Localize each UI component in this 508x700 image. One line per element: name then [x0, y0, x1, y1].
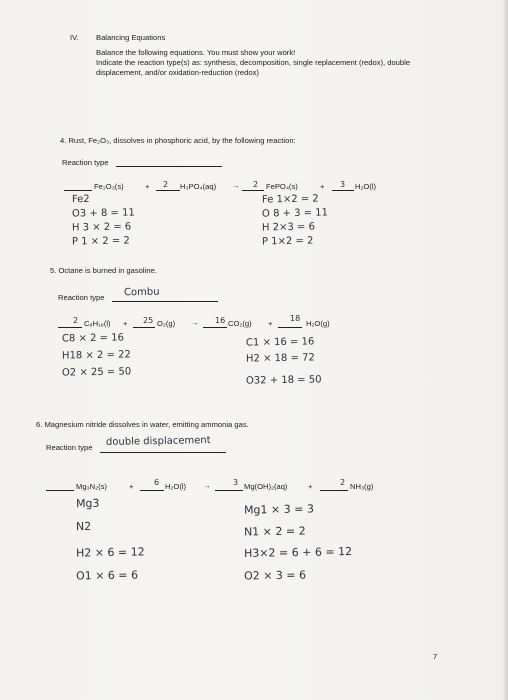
page-edge-shadow [502, 0, 508, 700]
q4-coef-blank-2 [156, 190, 180, 191]
q6-reaction-type-label: Reaction type [46, 443, 93, 452]
page-number: 7 [433, 652, 438, 661]
q6-coef-blank-4 [320, 490, 348, 491]
q6-work-left-0: Mg3 [75, 496, 100, 511]
q5-coef-2: 25 [143, 316, 154, 325]
q4-coef-blank-1 [64, 190, 92, 191]
q6-prompt: 6. Magnesium nitride dissolves in water, emitting ammonia gas. [36, 420, 249, 429]
q4-term-1: Fe₂O₃(s) [94, 182, 124, 191]
q5-coef-blank-3 [203, 327, 227, 328]
q4-prompt: 4. Rust, Fe₂O₃, dissolves in phosphoric acid, by the following reaction: [60, 136, 296, 145]
q5-coef-4: 18 [290, 314, 301, 323]
q5-arrow: → [191, 318, 199, 327]
q6-reaction-type-answer: double displacement [105, 435, 211, 448]
q5-reaction-type-answer: Combu [123, 286, 160, 299]
q5-work-left-2: O2 × 25 = 50 [61, 366, 132, 379]
q6-plus-2: + [308, 482, 313, 491]
q5-term-4: H₂O(g) [306, 319, 330, 328]
q4-term-4: H₂O(l) [355, 182, 377, 191]
instructions-line-1: Balance the following equations. You must show your work! [96, 48, 296, 57]
q5-term-2: O₂(g) [157, 319, 176, 328]
q6-term-4: NH₃(g) [350, 482, 374, 491]
q5-coef-blank-4 [278, 327, 302, 328]
q4-term-2: H₃PO₄(aq) [180, 182, 217, 191]
q5-coef-blank-2 [133, 327, 155, 328]
q6-work-right-0: Mg1 × 3 = 3 [243, 502, 314, 517]
q6-arrow: → [203, 481, 211, 490]
q4-reaction-type-label: Reaction type [62, 158, 109, 167]
q4-plus-2: + [320, 182, 325, 191]
q4-coef-blank-4 [332, 190, 354, 191]
q4-work-left-2: H 3 × 2 = 6 [71, 221, 132, 234]
q4-term-3: FePO₄(s) [266, 182, 298, 191]
q4-coef-blank-3 [242, 190, 264, 191]
q6-coef-3: 3 [233, 478, 239, 487]
q4-coef-4: 3 [340, 180, 346, 189]
q4-plus-1: + [145, 182, 150, 191]
q4-work-left-3: P 1 × 2 = 2 [71, 235, 130, 248]
q5-coef-1: 2 [73, 316, 79, 325]
instructions-line-3: displacement, and/or oxidation-reduction (redox) [96, 68, 259, 77]
q5-work-left-1: H18 × 2 = 22 [61, 349, 131, 362]
q5-work-right-0: C1 × 16 = 16 [245, 336, 315, 349]
q6-coef-2: 6 [154, 478, 160, 487]
q6-term-3: Mg(OH)₂(aq) [244, 482, 288, 491]
q4-work-right-0: Fe 1×2 = 2 [261, 193, 319, 206]
section-title: Balancing Equations [96, 33, 166, 42]
q6-work-left-3: O1 × 6 = 6 [75, 568, 139, 583]
q5-term-3: CO₂(g) [228, 319, 252, 328]
q4-reaction-type-blank [116, 166, 222, 167]
q5-prompt: 5. Octane is burned in gasoline. [50, 266, 157, 275]
q6-coef-blank-3 [215, 490, 243, 491]
q6-work-left-1: N2 [75, 519, 92, 534]
q5-plus-1: + [123, 319, 128, 328]
q4-work-right-1: O 8 + 3 = 11 [261, 207, 329, 220]
q5-work-right-1: H2 × 18 = 72 [245, 352, 315, 365]
q6-term-2: H₂O(l) [165, 482, 187, 491]
q4-work-right-3: P 1×2 = 2 [261, 235, 314, 248]
q6-coef-4: 2 [340, 478, 346, 487]
q5-term-1: C₈H₁₈(l) [84, 319, 111, 328]
q5-plus-2: + [268, 319, 273, 328]
q6-plus-1: + [129, 482, 134, 491]
q4-work-right-2: H 2×3 = 6 [261, 221, 315, 234]
q6-work-right-2: H3×2 = 6 + 6 = 12 [243, 545, 353, 560]
q4-work-left-1: O3 + 8 = 11 [71, 207, 135, 220]
q5-coef-3: 16 [215, 316, 226, 325]
q5-reaction-type-label: Reaction type [58, 293, 105, 302]
q6-work-right-3: O2 × 3 = 6 [243, 568, 307, 583]
q5-work-left-0: C8 × 2 = 16 [61, 332, 124, 345]
q6-coef-blank-1 [46, 490, 74, 491]
q4-coef-2: 2 [163, 180, 169, 189]
q6-coef-blank-2 [140, 490, 164, 491]
instructions-line-2: Indicate the reaction type(s) as: synthesis, decomposition, single replacement (redox), double [96, 58, 411, 67]
q4-coef-3: 2 [253, 180, 259, 189]
section-numeral: IV. [70, 33, 79, 42]
q5-work-right-2: O32 + 18 = 50 [245, 374, 322, 387]
q5-reaction-type-blank [112, 301, 218, 302]
q4-arrow: → [232, 181, 240, 190]
q5-coef-blank-1 [58, 327, 82, 328]
q6-term-1: Mg₃N₂(s) [76, 482, 107, 491]
q6-work-right-1: N1 × 2 = 2 [243, 524, 306, 539]
q6-work-left-2: H2 × 6 = 12 [75, 545, 145, 560]
q4-work-left-0: Fe2 [71, 193, 90, 206]
q6-reaction-type-blank [100, 452, 226, 453]
